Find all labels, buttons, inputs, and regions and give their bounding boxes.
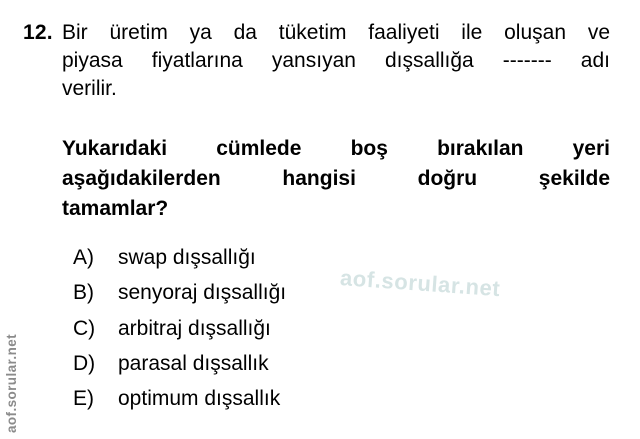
option-b-text: senyoraj dışsallığı	[118, 281, 287, 305]
option-e-letter: E)	[73, 387, 94, 411]
option-d-letter: D)	[73, 351, 96, 375]
question-body-line: Bir üretim ya da tüketim faaliyeti ile oluşan ve	[62, 21, 610, 44]
option-e-text: optimum dışsallık	[118, 387, 281, 411]
option-a-text: swap dışsallığı	[118, 246, 256, 269]
question-prompt-line: tamamlar?	[62, 197, 169, 220]
watermark-left-vertical: aof.sorular.net	[4, 333, 19, 433]
watermark-center: aof.sorular.net	[339, 265, 502, 302]
option-d-text: parasal dışsallık	[118, 351, 269, 375]
option-c-letter: C)	[73, 316, 96, 340]
question-prompt-line: Yukarıdaki cümlede boş bırakılan yeri	[62, 137, 610, 160]
option-c[interactable]	[73, 317, 493, 352]
question-body	[62, 19, 610, 103]
question-prompt-line: aşağıdakilerden hangisi doğru şekilde	[62, 167, 610, 190]
question-body-line: verilir.	[62, 77, 117, 100]
option-a-letter: A)	[73, 246, 94, 269]
option-b-letter: B)	[73, 281, 94, 305]
question-body-line: piyasa fiyatlarına yansıyan dışsallığa ------- adı	[62, 49, 610, 72]
option-d[interactable]	[73, 352, 493, 387]
question-number: 12.	[23, 21, 53, 44]
option-c-text: arbitraj dışsallığı	[118, 316, 271, 340]
option-e[interactable]	[73, 387, 493, 422]
question-prompt	[62, 134, 610, 224]
